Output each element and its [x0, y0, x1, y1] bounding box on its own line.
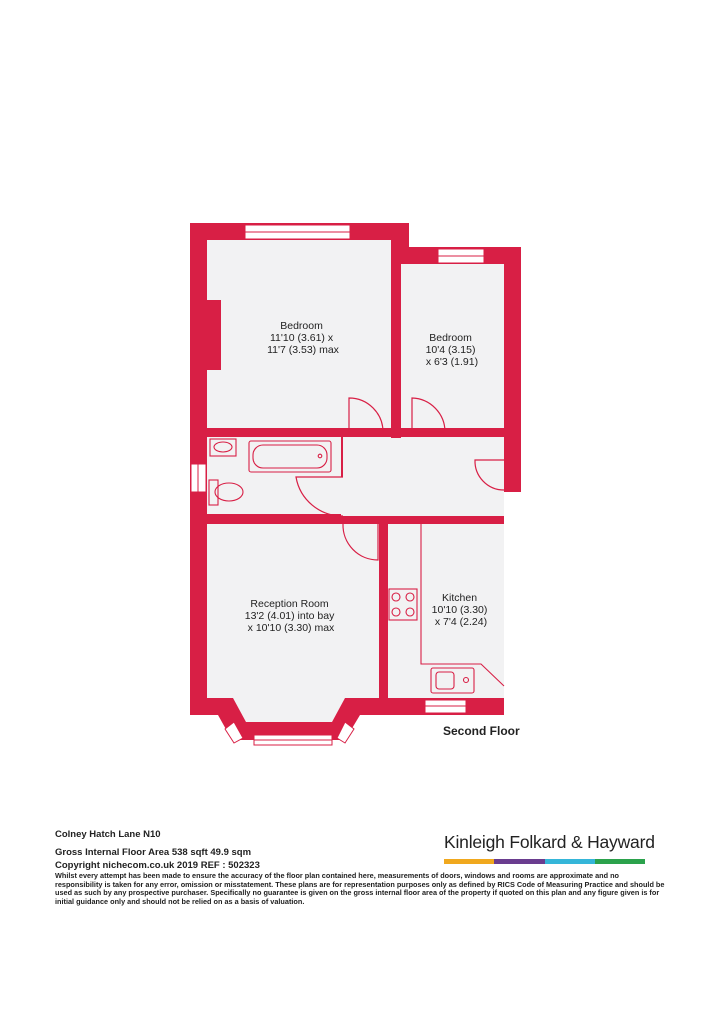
brand-name: Kinleigh Folkard & Hayward: [444, 832, 655, 852]
room-label-kitchen: Kitchen 10'10 (3.30) x 7'4 (2.24): [431, 592, 488, 628]
floor-area: Gross Internal Floor Area 538 sqft 49.9 sqm: [55, 847, 252, 858]
room-label-reception: Reception Room 13'2 (4.01) into bay x 10'10 (3.30) max: [244, 598, 335, 634]
brand-bar-segment: [595, 859, 645, 864]
room-label-bedroom: Bedroom 11'10 (3.61) x 11'7 (3.53) max: [267, 320, 339, 356]
floors: [207, 240, 504, 722]
brand-bar-segment: [494, 859, 544, 864]
brand-color-bar: [444, 859, 645, 864]
brand-bar-segment: [545, 859, 595, 864]
brand-logo: [444, 832, 655, 864]
room-label-bedroom-2: Bedroom 10'4 (3.15) x 6'3 (1.91): [425, 332, 479, 368]
property-address: Colney Hatch Lane N10: [55, 829, 161, 840]
copyright: Copyright nichecom.co.uk 2019 REF : 502323: [55, 860, 260, 871]
floor-label: Second Floor: [443, 724, 520, 738]
brand-bar-segment: [444, 859, 494, 864]
disclaimer: Whilst every attempt has been made to ensure the accuracy of the floor plan contained here, measurements of doors, windows and rooms are approximate and no responsibility is taken for any error, omission or misstatement. These plans are for representation purposes only as defined by RICS Code of Measuring Practice and should be used as such by any prospective purchaser. Specifically no guarantee is given on the gross internal floor area of the property if quoted on this plan and any figure given is for initial guidance only and should not be relied on as a basis of valuation.: [55, 871, 665, 906]
bathroom-floor: [207, 437, 341, 514]
